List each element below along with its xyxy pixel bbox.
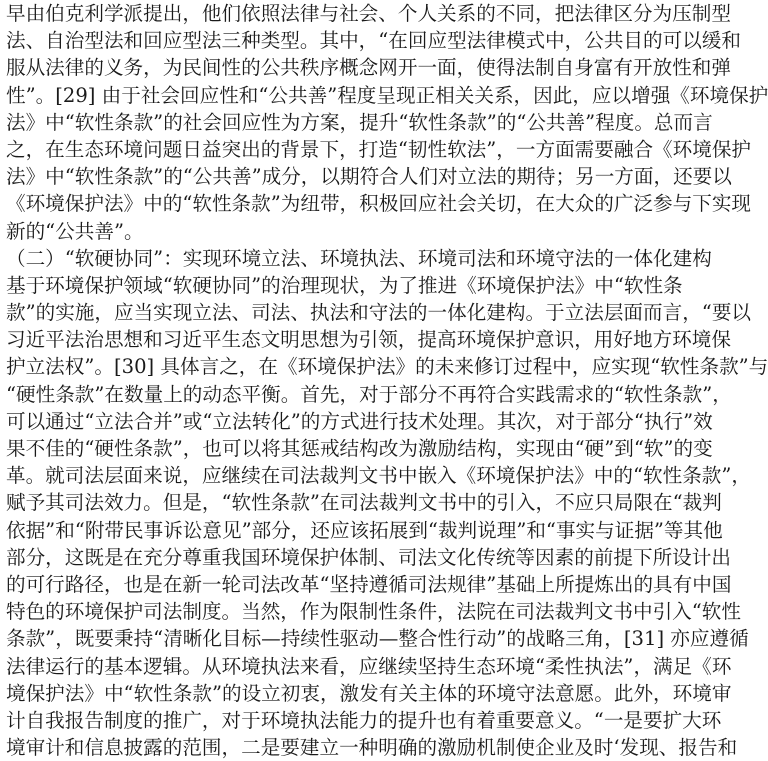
section-heading: （二）“软硬协同”：实现环境立法、环境执法、环境司法和环境守法的一体化建构	[6, 246, 712, 270]
text-line: 计自我报告制度的推广，对于环境执法能力的提升也有着重要意义。“一是要扩大环	[6, 708, 722, 732]
text-line: 特色的环境保护司法制度。当然，作为限制性条件，法院在司法裁判文书中引入“软性	[6, 600, 741, 624]
text-line: 果不佳的“硬性条款”，也可以将其惩戒结构改为激励结构，实现由“硬”到“软”的变	[6, 437, 713, 460]
paragraph-public-good	[6, 0, 768, 245]
text-line: 法》中“软性条款”的社会回应性为方案，提升“软性条款”的“公共善”程度。总而言	[6, 110, 713, 134]
text-line: 性”。[29] 由于社会回应性和“公共善”程度呈现正相关关系，因此，应以增强《环境保护	[6, 83, 768, 107]
text-line: 境审计和信息披露的范围，二是要建立一种明确的激励机制使企业及时‘发现、报告和	[6, 736, 738, 760]
text-line: 早由伯克利学派提出，他们依照法律与社会、个人关系的不同，把法律区分为压制型	[6, 2, 731, 25]
text-line: 革。就司法层面来说，应继续在司法裁判文书中嵌入《环境保护法》中的“软性条款”，	[6, 464, 752, 488]
text-line: 习近平法治思想和习近平生态文明思想为引领，提高环境保护意识，用好地方环境保	[6, 328, 731, 352]
text-line: 依据”和“附带民事诉讼意见”部分，还应该拓展到“裁判说理”和“事实与证据”等其他	[6, 518, 723, 542]
text-line: 可以通过“立法合并”或“立法转化”的方式进行技术处理。其次，对于部分“执行”效	[6, 409, 713, 433]
text-line: 《环境保护法》中的“软性条款”为纽带，积极回应社会关切，在大众的广泛参与下实现	[6, 192, 752, 216]
text-line: 之，在生态环境问题日益突出的背景下，打造“韧性软法”，一方面需要融合《环境保护	[6, 137, 752, 161]
document-page	[6, 0, 768, 761]
text-line: 护立法权”。[30] 具体言之，在《环境保护法》的未来修订过程中，应实现“软性条款”与	[6, 355, 768, 379]
text-line: 条款”，既要秉持“清晰化目标—持续性驱动—整合性行动”的战略三角，[31] 亦应遵循	[6, 627, 749, 651]
text-line: “硬性条款”在数量上的动态平衡。首先，对于部分不再符合实践需求的“软性条款”，	[6, 382, 732, 406]
text-line: 赋予其司法效力。但是，“软性条款”在司法裁判文书中的引入，不应只局限在“裁判	[6, 491, 722, 515]
text-line: 款”的实施，应当实现立法、司法、执法和守法的一体化建构。于立法层面而言，“要以	[6, 301, 752, 325]
text-line: 法、自治型法和回应型法三种类型。其中，“在回应型法律模式中，公共目的可以缓和	[6, 29, 741, 53]
text-line: 法》中“软性条款”的“公共善”成分，以期符合人们对立法的期待；另一方面，还要以	[6, 165, 732, 189]
text-line: 服从法律的义务，为民间性的公共秩序概念网开一面，使得法制自身富有开放性和弹	[6, 56, 731, 80]
text-line: 境保护法》中“软性条款”的设立初衷，激发有关主体的环境守法意愿。此外，环境审	[6, 681, 732, 705]
text-line: 的可行路径，也是在新一轮司法改革“坚持遵循司法规律”基础上所提炼出的具有中国	[6, 572, 732, 596]
text-line: 新的“公共善”。	[6, 219, 144, 243]
paragraph-soft-hard-synergy	[6, 272, 768, 761]
text-line: 基于环境保护领域“软硬协同”的治理现状，为了推进《环境保护法》中“软性条	[6, 273, 683, 297]
text-line: 部分，这既是在充分尊重我国环境保护体制、司法文化传统等因素的前提下所设计出	[6, 545, 731, 569]
text-line: 法律运行的基本逻辑。从环境执法来看，应继续坚持生态环境“柔性执法”，满足《环	[6, 654, 732, 678]
